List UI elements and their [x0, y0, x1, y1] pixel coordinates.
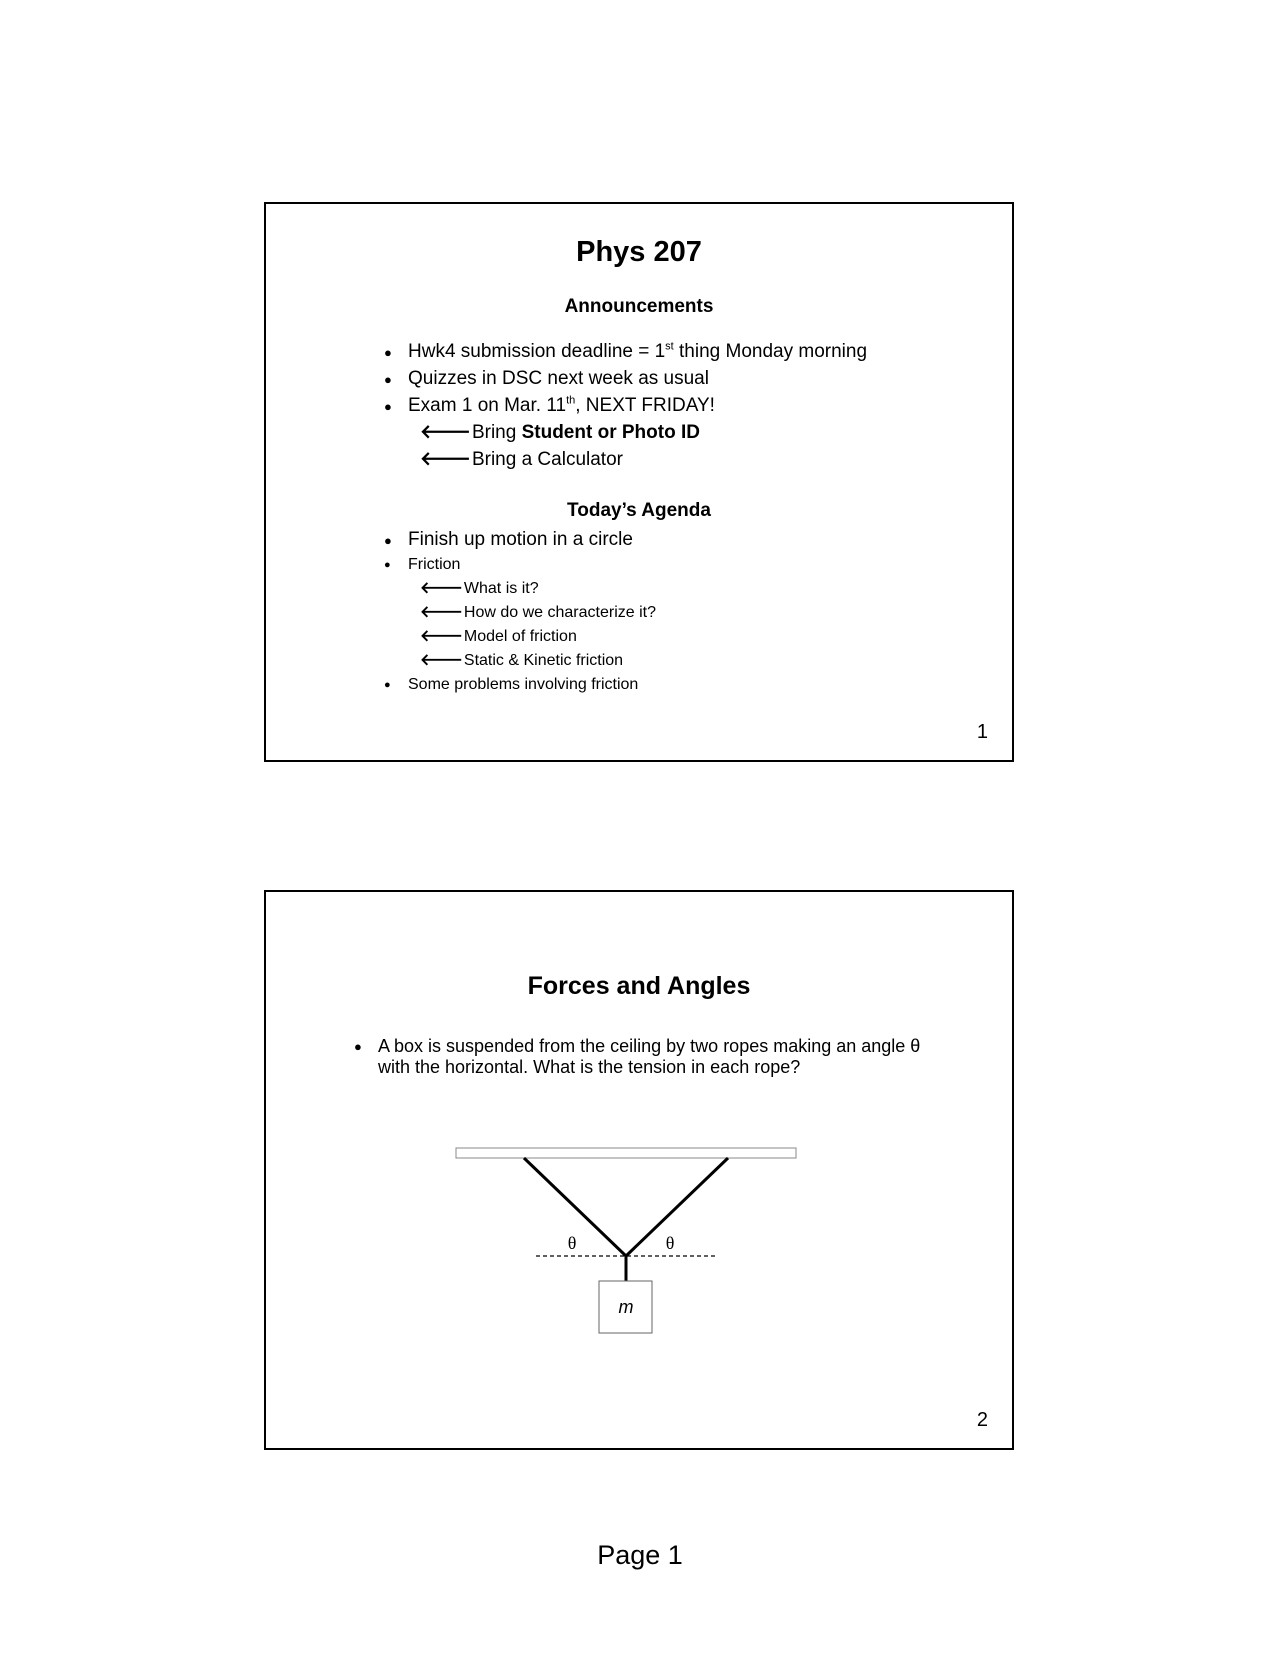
subitem-text: Static & Kinetic friction — [463, 652, 624, 669]
announcement-subitem — [384, 446, 867, 473]
announcements-list — [384, 338, 867, 473]
subitem-text: How do we characterize it? — [463, 604, 656, 621]
announcement-subitem — [384, 419, 867, 446]
agenda-item — [384, 527, 656, 553]
left-arrow-icon: 🡐 — [420, 449, 471, 470]
announcement-text: Exam 1 on Mar. 11 — [408, 395, 567, 416]
announcement-item — [384, 338, 867, 365]
angle-left-label: θ — [567, 1233, 577, 1253]
subitem-text: Model of friction — [463, 628, 577, 645]
subitem-bold-text: Student or Photo ID — [521, 422, 700, 443]
superscript: st — [665, 340, 674, 353]
subitem-text: What is it? — [463, 580, 539, 597]
announcement-text: , NEXT FRIDAY! — [575, 395, 715, 416]
slide-title: Forces and Angles — [527, 972, 751, 1000]
problem-text: ● A box is suspended from the ceiling by two ropes making an angle θ with the horizontal. What is the tension in each rope? — [354, 1036, 938, 1078]
left-arrow-icon: 🡐 — [420, 604, 463, 621]
ceiling-bar — [456, 1148, 796, 1158]
agenda-text: Finish up motion in a circle — [408, 529, 633, 550]
slide-title: Phys 207 — [576, 236, 702, 268]
agenda-text: Some problems involving friction — [408, 676, 639, 693]
announcement-item — [384, 392, 867, 419]
agenda-subitem — [384, 625, 656, 649]
agenda-subitem — [384, 649, 656, 673]
announcement-item — [384, 365, 867, 392]
announcement-text: thing Monday morning — [673, 341, 868, 362]
announcement-text: Hwk4 submission deadline = 1 — [408, 341, 666, 362]
agenda-heading: Today’s Agenda — [567, 500, 711, 521]
mass-label: m — [618, 1297, 634, 1317]
agenda-subitem — [384, 577, 656, 601]
superscript: th — [566, 394, 576, 407]
announcements-heading: Announcements — [564, 296, 714, 317]
tension-diagram — [266, 892, 1012, 1448]
subitem-text: Bring a Calculator — [471, 449, 623, 470]
slide-number: 1 — [976, 721, 988, 743]
announcement-text: Quizzes in DSC next week as usual — [408, 368, 709, 389]
left-arrow-icon: 🡐 — [420, 422, 471, 443]
angle-right-label: θ — [665, 1233, 675, 1253]
left-arrow-icon: 🡐 — [420, 652, 463, 669]
slide-1 — [264, 202, 1014, 762]
left-arrow-icon: 🡐 — [420, 628, 463, 645]
slide-2 — [264, 890, 1014, 1450]
agenda-item — [384, 553, 656, 577]
agenda-item — [384, 673, 656, 697]
agenda-text: Friction — [408, 556, 461, 573]
slide-number: 2 — [976, 1409, 988, 1431]
page-footer: Page 1 — [597, 1540, 683, 1570]
agenda-subitem — [384, 601, 656, 625]
agenda-list — [384, 527, 656, 697]
right-rope — [626, 1158, 728, 1256]
subitem-text: Bring — [471, 422, 522, 443]
left-arrow-icon: 🡐 — [420, 580, 463, 597]
